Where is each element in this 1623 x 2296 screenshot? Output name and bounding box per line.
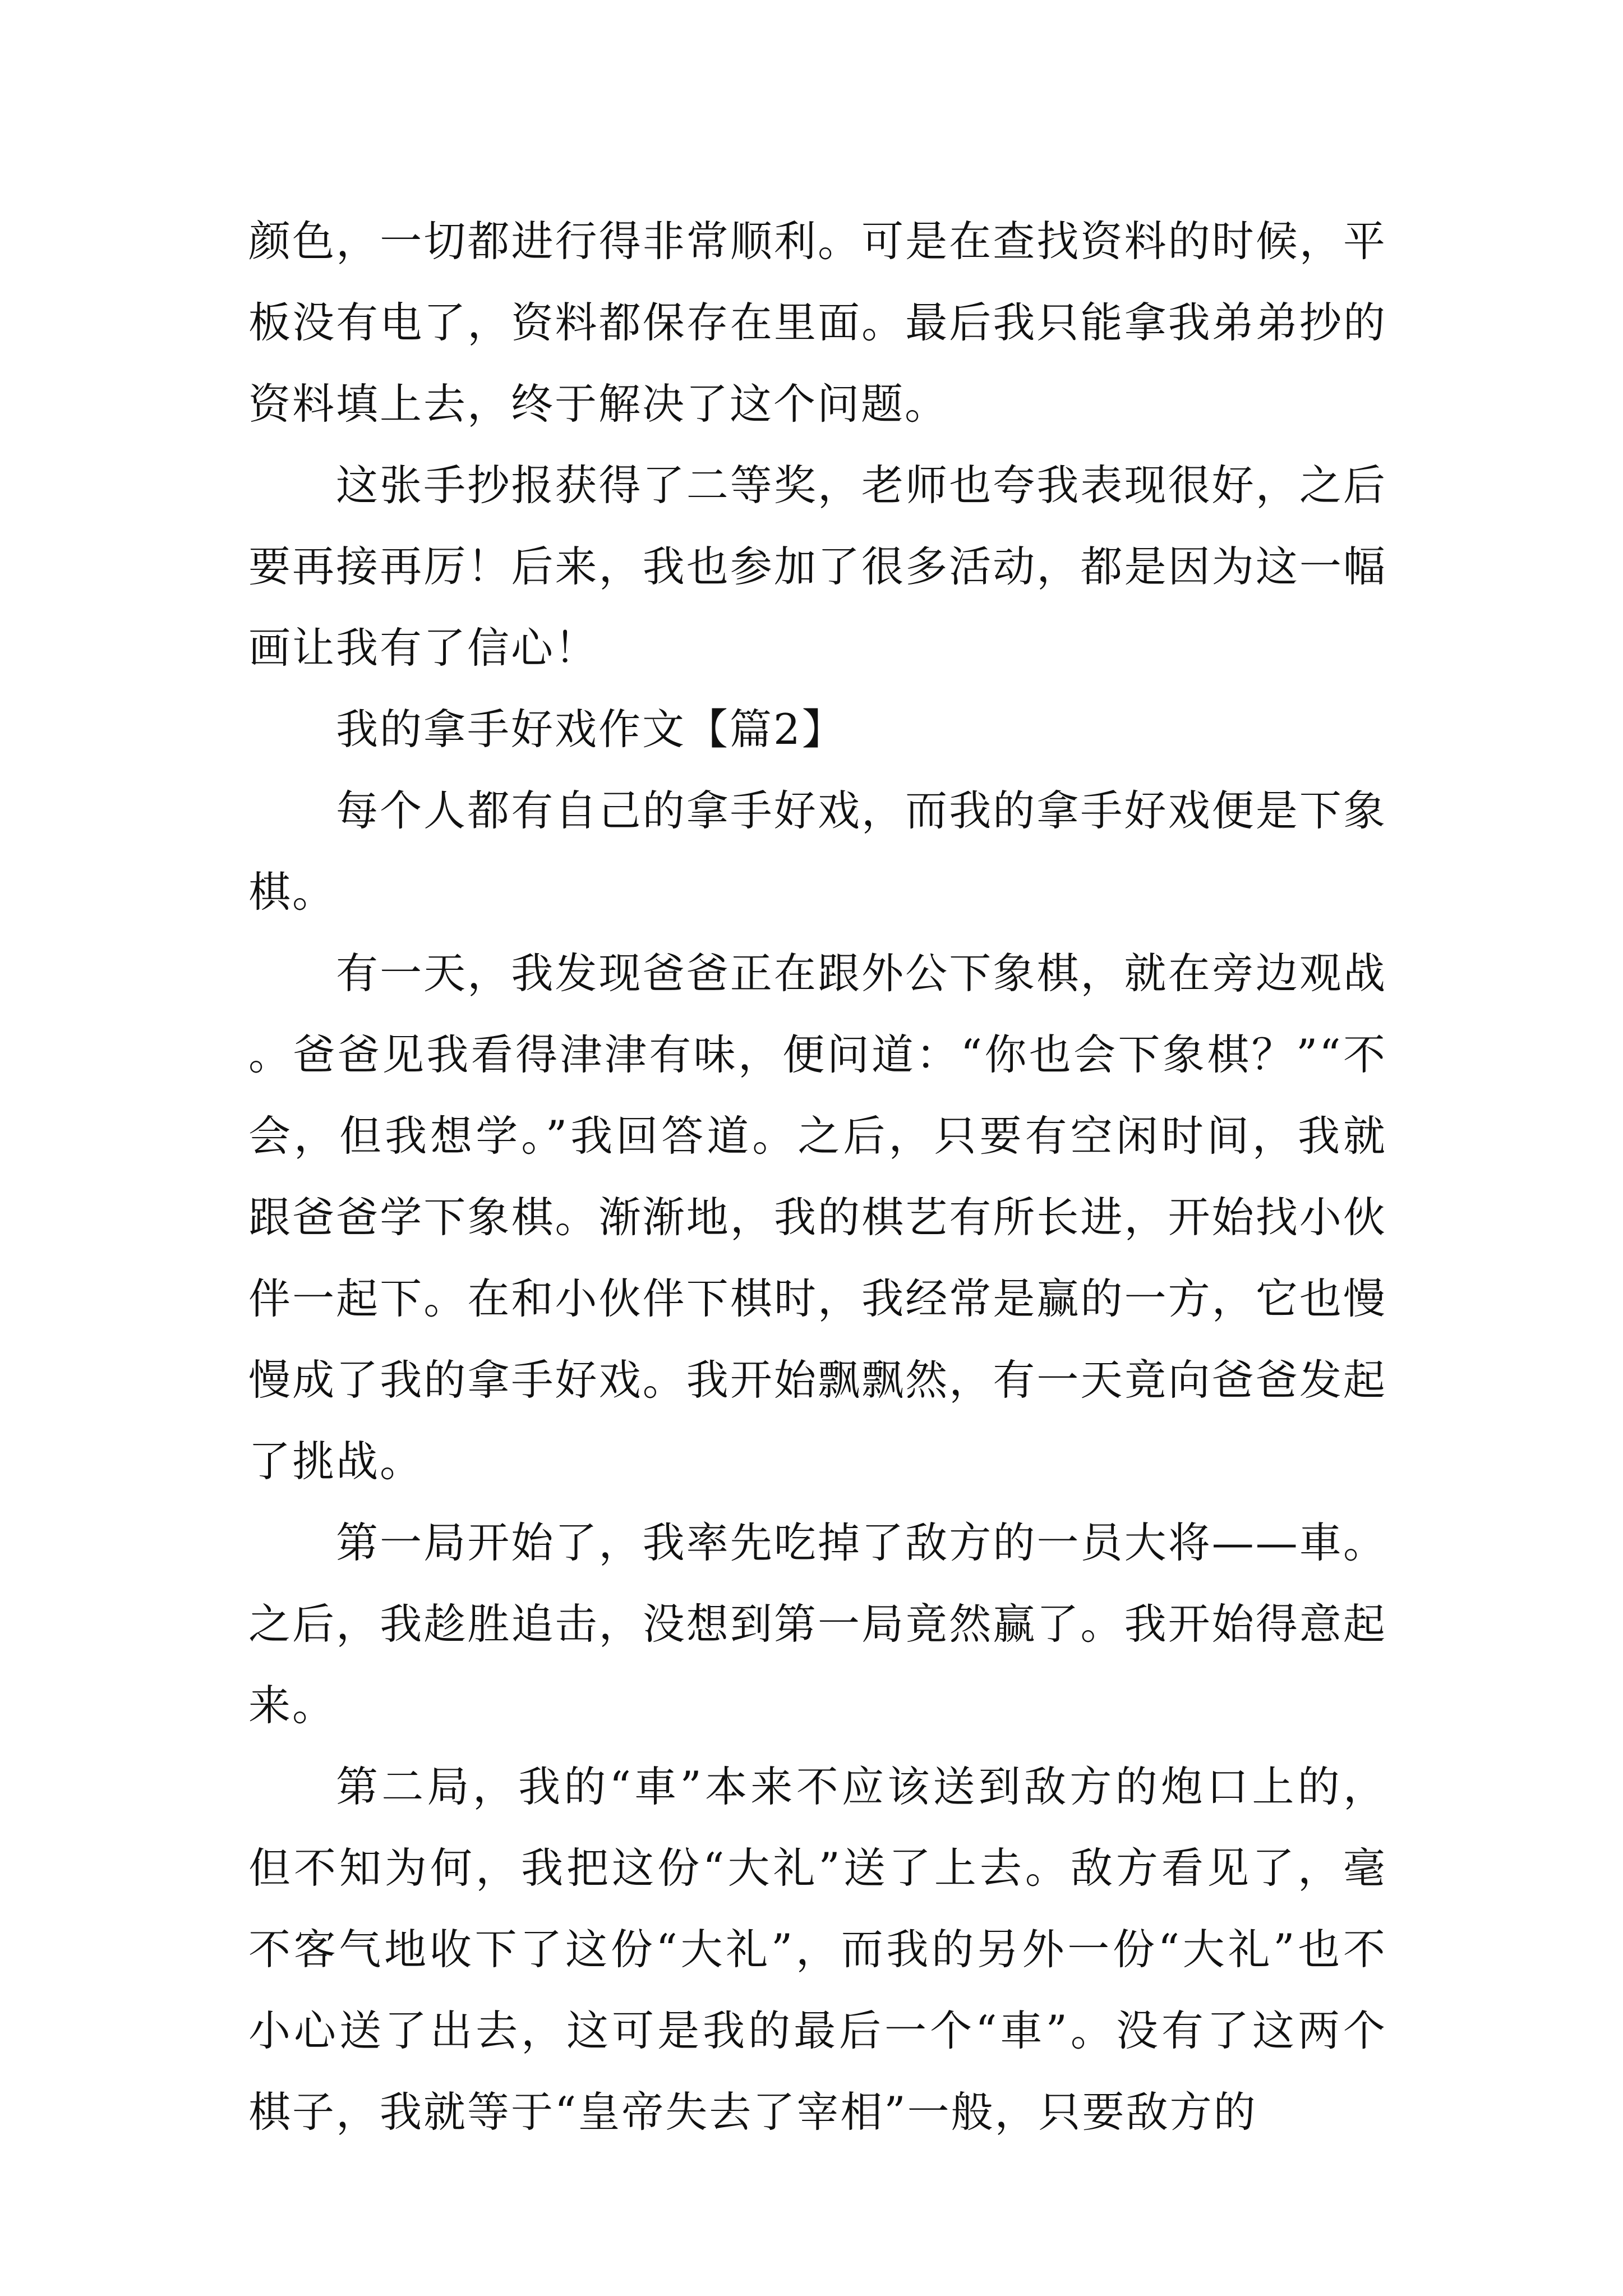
section-heading: 我的拿手好戏作文【篇2】 [336,705,846,754]
paragraph-award: 这张手抄报获得了二等奖，老师也夸我表现很好，之后要再接再厉！后来，我也参加了很多活动，都是因为这一幅画让我有了信心！ [248,461,1387,673]
paragraph-second-round: 第二局，我的“車”本来不应该送到敌方的炮口上的，但不知为何，我把这份“大礼”送了上去。敌方看见了，毫不客气地收下了这份“大礼”，而我的另外一份“大礼”也不小心送了出去，这可是我的最后一个“車”。没有了这两个棋子，我就等于“皇帝失去了宰相”一般，只要敌方的 [248,1762,1387,2137]
paragraph-intro: 每个人都有自己的拿手好戏，而我的拿手好戏便是下象棋。 [248,786,1387,917]
paragraph-first-round: 第一局开始了，我率先吃掉了敌方的一员大将——車。之后，我趁胜追击，没想到第一局竟然赢了。我开始得意起来。 [248,1518,1387,1730]
paragraph-learning: 有一天，我发现爸爸正在跟外公下象棋，就在旁边观战。爸爸见我看得津津有味，便问道：“你也会下象棋？”“不会，但我想学。”我回答道。之后，只要有空闲时间，我就跟爸爸学下象棋。渐渐地，我的棋艺有所长进，开始找小伙伴一起下。在和小伙伴下棋时，我经常是赢的一方，它也慢慢成了我的拿手好戏。我开始飘飘然，有一天竟向爸爸发起了挑战。 [248,949,1387,1486]
paragraph-continuation: 颜色，一切都进行得非常顺利。可是在查找资料的时候，平板没有电了，资料都保存在里面。最后我只能拿我弟弟抄的资料填上去，终于解决了这个问题。 [248,217,1387,429]
article-body [248,201,1387,2153]
